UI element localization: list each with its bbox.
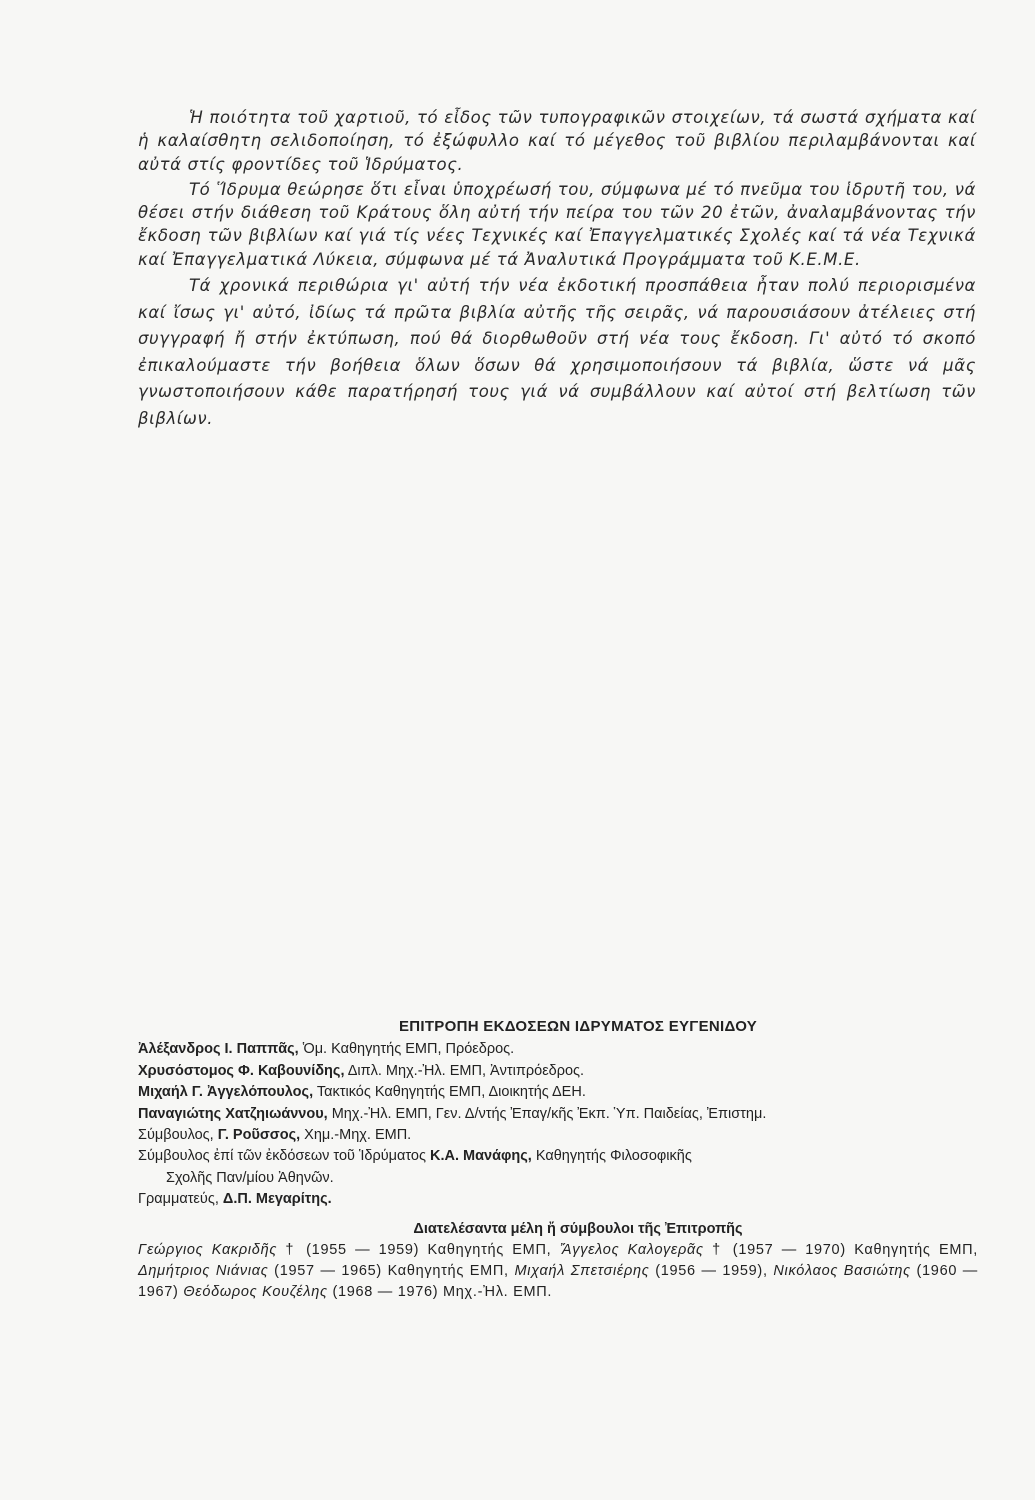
former-members-list xyxy=(138,1240,978,1303)
intro-text xyxy=(138,106,976,432)
committee-member xyxy=(138,1189,978,1210)
former-member-name: Μιχαήλ Σπετσιέρης xyxy=(514,1263,650,1280)
member-name: Χρυσόστομος Φ. Καβουνίδης, xyxy=(138,1062,345,1079)
member-prefix: Γραμματεύς, xyxy=(138,1191,223,1208)
committee-member xyxy=(138,1039,978,1060)
committee-section xyxy=(138,1016,978,1303)
committee-member xyxy=(138,1146,978,1167)
committee-member-continuation xyxy=(138,1168,978,1189)
committee-member xyxy=(138,1125,978,1146)
member-prefix: Σύμβουλος, xyxy=(138,1127,218,1144)
member-name: Κ.Α. Μανάφης, xyxy=(430,1148,532,1165)
member-name: Γ. Ροῦσσος, xyxy=(217,1127,301,1144)
committee-member xyxy=(138,1104,978,1125)
former-member-text: (1960 — 1967) xyxy=(138,1263,978,1301)
former-member-name: Θεόδωρος Κουζέλης xyxy=(183,1284,328,1301)
former-member-text: (1957 — 1965) Καθηγητής ΕΜΠ, xyxy=(268,1263,515,1280)
member-name: Παναγιώτης Χατζηιωάννου, xyxy=(138,1105,328,1122)
former-member-name: Νικόλαος Βασιώτης xyxy=(773,1263,911,1280)
former-member-name: Δημήτριος Νιάνιας xyxy=(138,1263,269,1280)
former-member-name: Γεώργιος Κακριδῆς xyxy=(138,1242,278,1259)
member-name: Δ.Π. Μεγαρίτης. xyxy=(222,1191,332,1208)
member-role: Τακτικός Καθηγητής ΕΜΠ, Διοικητής ΔΕΗ. xyxy=(313,1084,586,1101)
member-prefix: Σύμβουλος ἐπί τῶν ἐκδόσεων τοῦ Ἱδρύματος xyxy=(138,1148,431,1165)
committee-member xyxy=(138,1061,978,1082)
member-role: Μηχ.-Ἠλ. ΕΜΠ, Γεν. Δ/ντής Ἐπαγ/κῆς Ἐκπ. Ὑπ. Παιδείας, Ἐπιστημ. xyxy=(327,1105,767,1122)
committee-member xyxy=(138,1082,978,1103)
member-name: Ἀλέξανδρος Ι. Παππᾶς, xyxy=(138,1041,299,1058)
member-role: Διπλ. Μηχ.-Ἠλ. ΕΜΠ, Ἀντιπρόεδρος. xyxy=(344,1062,585,1079)
member-role: Ὁμ. Καθηγητής ΕΜΠ, Πρόεδρος. xyxy=(298,1041,515,1058)
former-member-name: Ἄγγελος Καλογερᾶς xyxy=(559,1242,704,1259)
intro-paragraph-2: Τό Ἵδρυμα θεώρησε ὅτι εἶναι ὑποχρέωσή του, σύμφωνα μέ τό πνεῦμα του ἱδρυτῆ του, νά θέσει στήν διάθεση τοῦ Κράτους ὅλη αὐτή τήν πείρα του τῶν 20 ἐτῶν, ἀναλαμβάνοντας τήν ἔκδοση τῶν βιβλίων καί γιά τίς νέες Τεχνικές καί Ἐπαγγελματικές Σχολές καί τά νέα Τεχνικά καί Ἐπαγγελματικά Λύκεια, σύμφωνα μέ τά Ἀναλυτικά Προγράμματα τοῦ Κ.Ε.Μ.Ε. xyxy=(138,179,976,269)
former-member-text: † (1957 — 1970) Καθηγητής ΕΜΠ, xyxy=(703,1242,978,1259)
committee-title: ΕΠΙΤΡΟΠΗ ΕΚΔΟΣΕΩΝ ΙΔΡΥΜΑΤΟΣ ΕΥΓΕΝΙΔΟΥ xyxy=(398,1018,758,1035)
former-member-text: † (1955 — 1959) Καθηγητής ΕΜΠ, xyxy=(277,1242,560,1259)
member-role: Χημ.-Μηχ. ΕΜΠ. xyxy=(300,1127,412,1144)
intro-paragraph-3: Τά χρονικά περιθώρια γι' αὐτή τήν νέα ἐκδοτική προσπάθεια ἦταν πολύ περιορισμένα καί ἴσως γι' αὐτό, ἰδίως τά πρῶτα βιβλία αὐτῆς τῆς σειρᾶς, νά παρουσιάσουν ἀτέλειες στή συγγραφή ἤ στήν ἐκτύπωση, πού θά διορθωθοῦν στή νέα τους ἔκδοση. Γι' αὐτό τό σκοπό ἐπικαλούμαστε τήν βοήθεια ὅλων ὅσων θά χρησιμοποιήσουν τά βιβλία, ὥστε νά μᾶς γνωστοποιήσουν κάθε παρατήρησή τους γιά νά συμβάλλουν καί αὐτοί στή βελτίωση τῶν βιβλίων. xyxy=(138,276,976,428)
intro-paragraph-1: Ἡ ποιότητα τοῦ χαρτιοῦ, τό εἶδος τῶν τυπογραφικῶν στοιχείων, τά σωστά σχήματα καί ἡ καλαίσθητη σελιδοποίηση, τό ἐξώφυλλο καί τό μέγεθος τοῦ βιβλίου περιλαμβάνονται καί αὐτά στίς φροντίδες τοῦ Ἱδρύματος. xyxy=(138,108,976,174)
member-name: Μιχαήλ Γ. Ἀγγελόπουλος, xyxy=(138,1084,314,1101)
former-member-text: (1956 — 1959), xyxy=(649,1263,774,1280)
former-members-title: Διατελέσαντα μέλη ἤ σύμβουλοι τῆς Ἐπιτροπῆς xyxy=(413,1220,743,1237)
former-member-text: (1968 — 1976) Μηχ.-Ἠλ. ΕΜΠ. xyxy=(327,1284,553,1301)
member-role: Σχολῆς Παν/μίου Ἀθηνῶν. xyxy=(166,1169,334,1186)
member-role: Καθηγητής Φιλοσοφικῆς xyxy=(531,1148,692,1165)
